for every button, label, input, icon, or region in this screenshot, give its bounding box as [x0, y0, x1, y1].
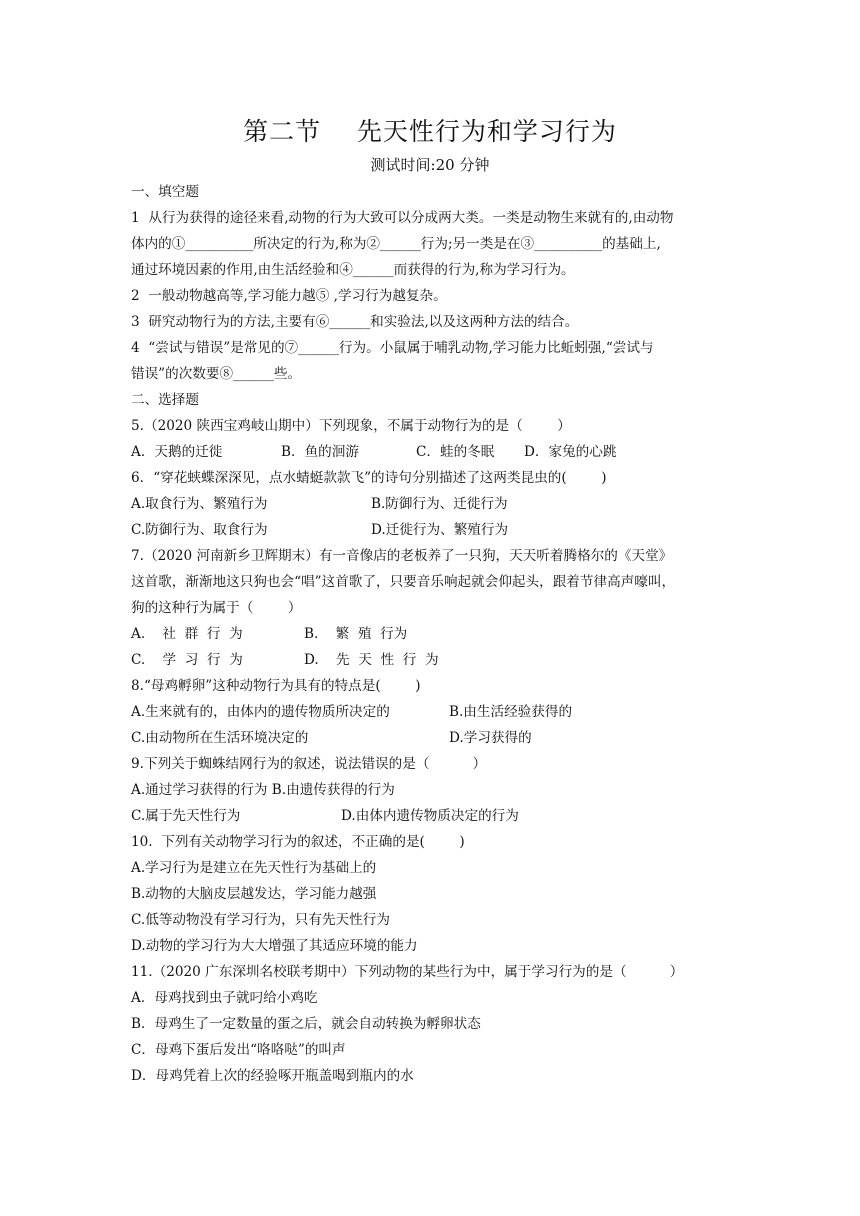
q5-stem: 5.（2020 陕西宝鸡岐山期中）下列现象，不属于动物行为的是（ ）	[131, 418, 571, 434]
q6-stem: 6．“穿花蛱蝶深深见，点水蜻蜓款款飞”的诗句分别描述了这两类昆虫的( )	[131, 470, 607, 486]
q11-option-b: B．母鸡生了一定数量的蛋之后，就会自动转换为孵卵状态	[131, 1016, 481, 1032]
q10-stem: 10. 下列有关动物学习行为的叙述，不正确的是( )	[131, 834, 465, 850]
test-time: 测试时间:20 分钟	[370, 156, 490, 174]
q8-option-a: A.生来就有的，由体内的遗传物质所决定的	[131, 704, 390, 720]
q7-line-3: 狗的这种行为属于（ ）	[131, 600, 302, 616]
q7-line-2: 这首歌，渐渐地这只狗也会“唱”这首歌了，只要音乐响起就会仰起头，跟着节律高声嚎叫，	[131, 574, 676, 590]
q11-option-c: C．母鸡下蛋后发出“咯咯哒”的叫声	[131, 1042, 346, 1058]
q10-option-c: C.低等动物没有学习行为，只有先天性行为	[131, 912, 390, 928]
q11-option-a: A．母鸡找到虫子就叼给小鸡吃	[131, 990, 318, 1006]
section-heading-fill: 一、填空题	[131, 184, 199, 200]
q8-option-c: C.由动物所在生活环境决定的	[131, 730, 309, 746]
q8-option-d: D.学习获得的	[449, 730, 532, 746]
q1-line-3: 通过环境因素的作用,由生活经验和④______而获得的行为,称为学习行为。	[131, 262, 575, 278]
page-title: 第二节 先天性行为和学习行为	[243, 117, 617, 146]
q6-option-b: B.防御行为、迁徙行为	[371, 496, 508, 512]
q10-option-d: D.动物的学习行为大大增强了其适应环境的能力	[131, 938, 418, 954]
q11-stem: 11.（2020 广东深圳名校联考期中）下列动物的某些行为中，属于学习行为的是（ ）	[131, 964, 684, 980]
q3: 3 研究动物行为的方法,主要有⑥______和实验法,以及这两种方法的结合。	[131, 314, 579, 330]
q6-option-c: C.防御行为、取食行为	[131, 522, 268, 538]
q2: 2 一般动物越高等,学习能力越⑤ ,学习行为越复杂。	[131, 288, 447, 304]
q8-stem: 8.“母鸡孵卵”这种动物行为具有的特点是( )	[131, 678, 421, 694]
section-heading-choice: 二、选择题	[131, 392, 199, 408]
q11-option-d: D．母鸡凭着上次的经验啄开瓶盖喝到瓶内的水	[131, 1068, 414, 1084]
q6-option-d: D.迁徙行为、繁殖行为	[371, 522, 509, 538]
q1-line-1: 1 从行为获得的途径来看,动物的行为大致可以分成两大类。一类是动物生来就有的,由动物	[131, 210, 674, 226]
q7-option-b: B. 繁 殖 行为	[304, 626, 408, 642]
q8-option-b: B.由生活经验获得的	[449, 704, 573, 720]
q9-stem: 9.下列关于蜘蛛结网行为的叙述，说法错误的是（ ）	[131, 756, 487, 772]
q5-option-c: C．蛙的冬眠	[416, 444, 495, 460]
q1-line-2: 体内的①__________所决定的行为,称为②______行为;另一类是在③__________的基础上,	[131, 236, 661, 252]
q10-option-b: B.动物的大脑皮层越发达，学习能力越强	[131, 886, 377, 902]
q9-option-c: C.属于先天性行为	[131, 808, 241, 824]
q5-option-d: D．家兔的心跳	[524, 444, 617, 460]
q5-option-b: B．鱼的洄游	[281, 444, 359, 460]
q7-option-a: A. 社 群 行 为	[131, 626, 243, 642]
q9-option-d: D.由体内遗传物质决定的行为	[341, 808, 519, 824]
q7-option-d: D. 先 天 性 行 为	[304, 652, 439, 668]
q7-option-c: C. 学 习 行 为	[131, 652, 243, 668]
q10-option-a: A.学习行为是建立在先天性行为基础上的	[131, 860, 377, 876]
q4-line-2: 错误”的次数要⑧______些。	[131, 366, 302, 382]
q5-option-a: A．天鹅的迁徙	[131, 444, 223, 460]
q9-option-ab: A.通过学习获得的行为 B.由遗传获得的行为	[131, 782, 395, 798]
q4-line-1: 4 “尝试与错误”是常见的⑦______行为。小鼠属于哺乳动物,学习能力比蚯蚓强,“尝试与	[131, 340, 654, 356]
q7-line-1: 7.（2020 河南新乡卫辉期末）有一音像店的老板养了一只狗，天天听着腾格尔的《天堂》	[131, 548, 673, 564]
q6-option-a: A.取食行为、繁殖行为	[131, 496, 268, 512]
